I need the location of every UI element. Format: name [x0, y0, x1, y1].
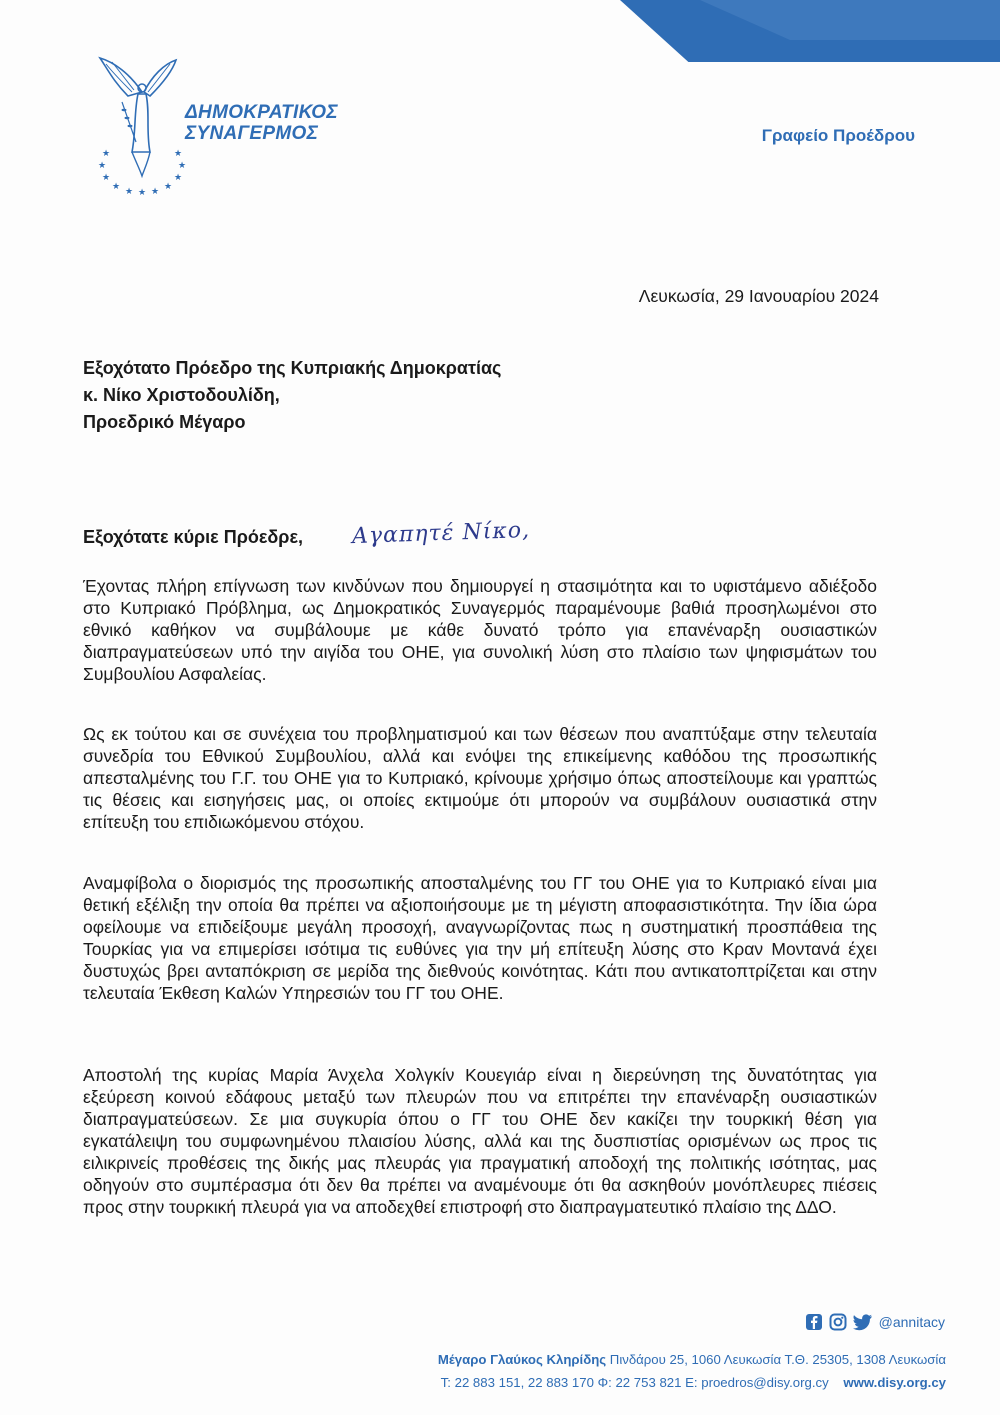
footer-contact-numbers: Τ: 22 883 151, 22 883 170 Φ: 22 753 821 E: proedros@disy.org.cy [440, 1375, 829, 1390]
recipient-block [83, 355, 501, 436]
paragraph-1: Έχοντας πλήρη επίγνωση των κινδύνων που δημιουργεί η στασιμότητα και το υφιστάμενο αδιέξοδο στο Κυπριακό Πρόβλημα, ως Δημοκρατικός Συναγερμός παραμένουμε βαθιά προσηλωμένοι στο εθνικό καθήκον να συμβάλουμε με κάθε δυνατό τρόπο για επανέναρξη ουσιαστικών διαπραγματεύσεων υπό την αιγίδα του ΟΗΕ, για συνολική λύση στο πλαίσιο των ψηφισμάτων του Συμβουλίου Ασφαλείας. [83, 576, 877, 684]
facebook-icon[interactable] [805, 1313, 823, 1331]
paragraph-2: Ως εκ τούτου και σε συνέχεια του προβληματισμού και των θέσεων που αναπτύξαμε στην τελευταία συνεδρία του Εθνικού Συμβουλίου, αλλά και ενόψει της επικείμενης καθόδου της προσωπικής απεσταλμένης του Γ.Γ. του ΟΗΕ για το Κυπριακό, κρίνουμε χρήσιμο όπως αποστείλουμε και γραπτώς τις θέσεις και εισηγήσεις μας, οι οποίες εκτιμούμε ότι μπορούν να συμβάλουν ουσιαστικά στην επίτευξη του επιδιωκόμενου στόχου. [83, 724, 877, 832]
party-name-line1: ΔΗΜΟΚΡΑΤΙΚΟΣ [185, 102, 338, 123]
svg-text:★: ★ [173, 149, 183, 159]
handwritten-greeting: Αγαπητέ Νίκο, [351, 517, 531, 550]
recipient-line1: Εξοχότατο Πρόεδρο της Κυπριακής Δημοκρατίας [83, 358, 502, 378]
svg-text:★: ★ [124, 187, 134, 197]
social-links [805, 1313, 945, 1331]
footer-website[interactable]: www.disy.org.cy [843, 1375, 946, 1390]
svg-text:★: ★ [101, 149, 111, 159]
paragraph-3: Αναμφίβολα ο διορισμός της προσωπικής αποσταλμένης του ΓΓ του ΟΗΕ για το Κυπριακό είναι μια θετική εξέλιξη την οποία θα πρέπει να αξιοποιήσουμε με τη μέγιστη αποφασιστικότητα. Την ίδια ώρα οφείλουμε να επιδείξουμε μεγάλη προσοχή, αναγνωρίζοντας πως η συστηματική προσπάθεια της Τουρκίας για να επιμερίσει ισότιμα τις ευθύνες για την μή επίτευξη λύσης στο Κραν Μοντανά έχει δυστυχώς βρει ανταπόκριση σε μερίδα της διεθνούς κοινότητας. Κάτι που αντικατοπτρίζεται και στην τελευταία Έκθεση Καλών Υπηρεσιών του ΓΓ του ΟΗΕ. [83, 873, 877, 1003]
office-title: Γραφείο Προέδρου [761, 126, 915, 145]
recipient-line2: κ. Νίκο Χριστοδουλίδη, [83, 385, 280, 405]
svg-text:★: ★ [163, 182, 173, 192]
footer-address [438, 1352, 946, 1367]
footer-address-building: Μέγαρο Γλαύκος Κληρίδης [437, 1352, 607, 1367]
svg-text:★: ★ [97, 161, 107, 171]
svg-text:★: ★ [101, 173, 111, 183]
salutation: Εξοχότατε κύριε Πρόεδρε, [83, 527, 303, 547]
svg-text:★: ★ [173, 173, 183, 183]
svg-text:★: ★ [177, 161, 187, 171]
svg-text:★: ★ [137, 188, 147, 197]
recipient-line3: Προεδρικό Μέγαρο [83, 412, 246, 432]
footer-address-rest: Πινδάρου 25, 1060 Λευκωσία Τ.Θ. 25305, 1308 Λευκωσία [609, 1352, 946, 1367]
social-handle[interactable]: @annitacy [878, 1314, 945, 1330]
letter-date: Λευκωσία, 29 Ιανουαρίου 2024 [638, 286, 879, 306]
party-name-line2: ΣΥΝΑΓΕΡΜΟΣ [185, 123, 319, 144]
paragraph-4: Αποστολή της κυρίας Μαρία Άνχελα Χολγκίν Κουεγιάρ είναι η διερεύνηση της δυνατότητας για εξεύρεση κοινού εδάφους μεταξύ των πλευρών που να επιτρέπει την επανέναρξη ουσιαστικών διαπραγματεύσεων. Σε μια συγκυρία όπου ο ΓΓ του ΟΗΕ δεν κακίζει την τουρκική θέση για εγκατάλειψη του συμφωνημένου πλαισίου λύσης, αλλά και της δυσπιστίας ορισμένων ως προς τις ειλικρινείς προθέσεις της δικής μας πλευράς για πραγματική αποδοχή της πολιτικής ισότητας, μας οδηγούν στο συμπέρασμα ότι δεν θα πρέπει να αναμένουμε ότι θα ασκηθούν μονόπλευρες πιέσεις προς στην τουρκική πλευρά για να αποδεχθεί επιστροφή στο διαπραγματευτικό πλαίσιο της ΔΔΟ. [83, 1065, 877, 1217]
party-logo-icon [92, 52, 192, 197]
instagram-icon[interactable] [829, 1313, 847, 1331]
footer-contact [441, 1375, 946, 1390]
party-name [185, 102, 338, 144]
twitter-icon[interactable] [853, 1313, 873, 1331]
svg-text:★: ★ [150, 187, 160, 197]
svg-text:★: ★ [111, 182, 121, 192]
